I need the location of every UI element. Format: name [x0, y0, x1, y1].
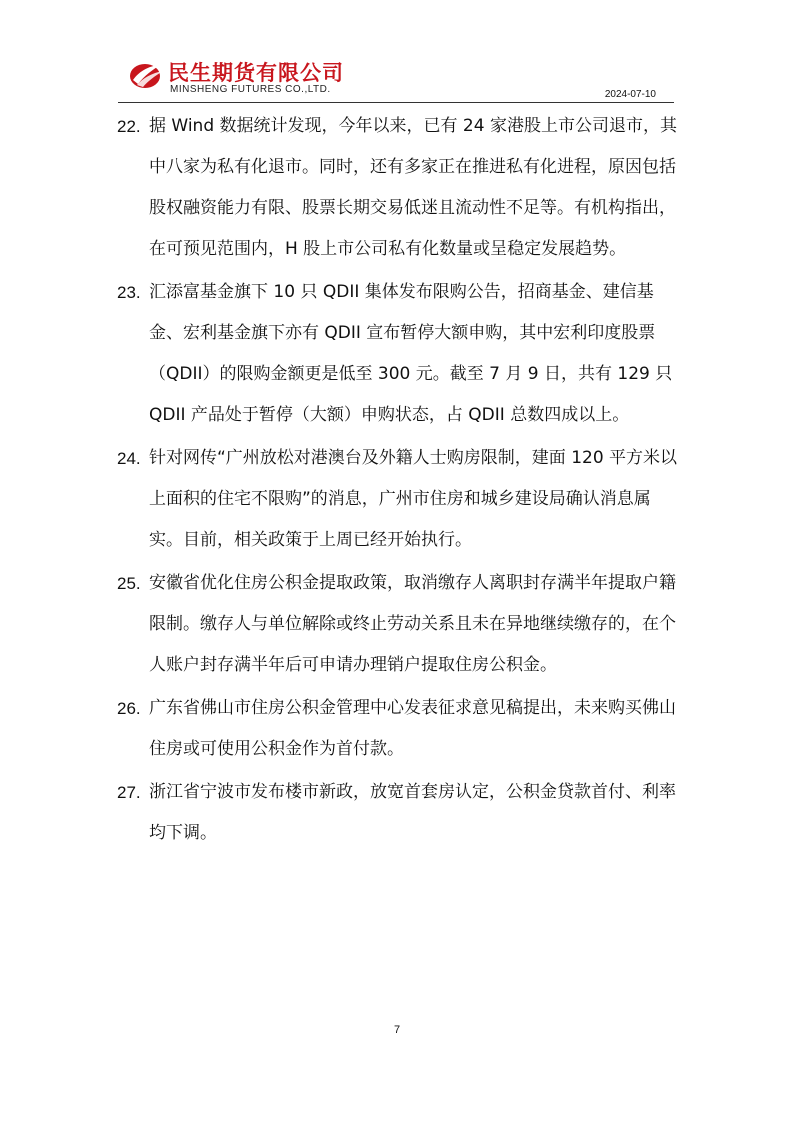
item-text: 安徽省优化住房公积金提取政策，取消缴存人离职封存满半年提取户籍限制。缴存人与单位解除或终止劳动关系且未在异地继续缴存的，在个人账户封存满半年后可申请办理销户提取住房公积金。 — [149, 573, 676, 675]
item-number: 23. — [117, 283, 141, 302]
list-item — [117, 772, 683, 854]
report-date: 2024-07-10 — [604, 89, 656, 100]
company-logo-icon — [128, 58, 164, 92]
item-text: 浙江省宁波市发布楼市新政，放宽首套房认定，公积金贷款首付、利率均下调。 — [149, 782, 676, 843]
item-number: 26. — [117, 699, 141, 718]
item-number: 24. — [117, 449, 141, 468]
list-item — [117, 688, 683, 770]
item-number: 22. — [117, 117, 141, 136]
item-text: 据 Wind 数据统计发现，今年以来，已有 24 家港股上市公司退市，其中八家为私有化退市。同时，还有多家正在推进私有化进程，原因包括股权融资能力有限、股票长期交易低迷且流动性不足等。有机构指出，在可预见范围内，H 股上市公司私有化数量或呈稳定发展趋势。 — [149, 116, 677, 259]
item-number: 25. — [117, 574, 141, 593]
company-name-cn: 民生期货有限公司 — [168, 61, 344, 85]
list-item — [117, 438, 683, 561]
page-number: 7 — [393, 1024, 401, 1036]
list-item — [117, 106, 683, 270]
company-name-en: MINSHENG FUTURES CO.,LTD. — [170, 84, 331, 95]
item-text: 广东省佛山市住房公积金管理中心发表征求意见稿提出，未来购买佛山住房或可使用公积金作为首付款。 — [149, 698, 676, 759]
item-number: 27. — [117, 783, 141, 802]
page-header — [118, 54, 674, 103]
item-text: 针对网传“广州放松对港澳台及外籍人士购房限制，建面 120 平方米以上面积的住宅不限购”的消息，广州市住房和城乡建设局确认消息属实。目前，相关政策于上周已经开始执行。 — [149, 448, 678, 550]
news-list — [117, 106, 683, 856]
list-item — [117, 272, 683, 436]
list-item — [117, 563, 683, 686]
item-text: 汇添富基金旗下 10 只 QDII 集体发布限购公告，招商基金、建信基金、宏利基金旗下亦有 QDII 宣布暂停大额申购，其中宏利印度股票（QDII）的限购金额更是低至 300 元。截至 7 月 9 日，共有 129 只 QDII 产品处于暂停（大额）申购状态，占 QDII 总数四成以上。 — [149, 282, 673, 425]
